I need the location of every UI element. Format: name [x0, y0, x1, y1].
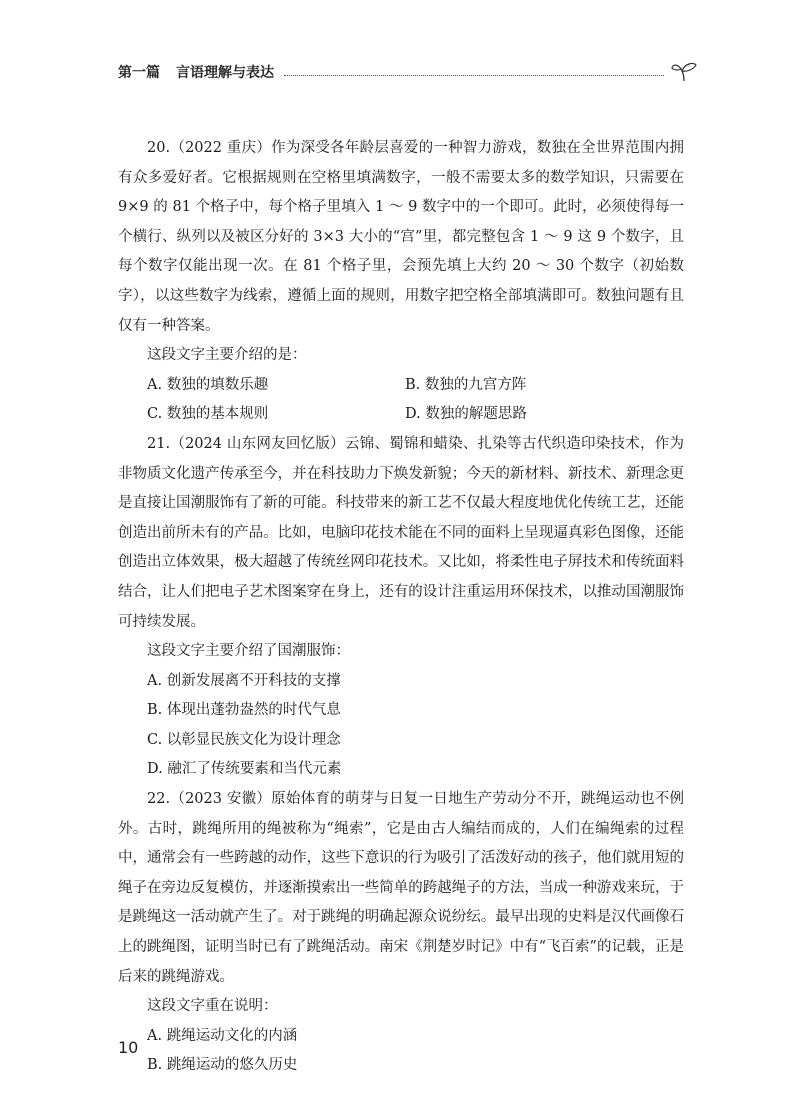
question-21-option-c: C. 以彰显民族文化为设计理念 [147, 731, 341, 748]
question-20-stem: 这段文字主要介绍的是： [147, 347, 307, 364]
header-rule [284, 74, 664, 76]
question-22-option-a: A. 跳绳运动文化的内涵 [147, 1027, 298, 1044]
sprout-icon [670, 60, 698, 82]
question-20-option-b: B. 数独的九宫方阵 [405, 376, 527, 393]
question-22-option-b: B. 跳绳运动的悠久历史 [147, 1057, 298, 1074]
question-20-options-row-1 [118, 371, 684, 401]
header-part: 第一篇 [118, 65, 160, 81]
question-21-option-a: A. 创新发展离不开科技的支撑 [147, 672, 341, 689]
question-22-stem: 这段文字重在说明： [147, 998, 278, 1015]
question-22-text: 22.（2023 安徽）原始体育的萌芽与日复一日地生产劳动分不开，跳绳运动也不例外。古时，跳绳所用的绳被称为“绳索”，它是由古人编结而成的，人们在编绳索的过程中，通常会有一些跨越的动作，这些下意识的行为吸引了活泼好动的孩子，他们就用短的绳子在旁边反复模仿，并逐渐摸索出一些简单的跨越绳子的方法，当成一种游戏来玩，于是跳绳这一活动就产生了。对于跳绳的明确起源众说纷纭。最早出现的史料是汉代画像石上的跳绳图，证明当时已有了跳绳活动。南宋《荆楚岁时记》中有“飞百索”的记载，正是后来的跳绳游戏。 [118, 791, 684, 985]
question-20-option-a: A. 数独的填数乐趣 [147, 376, 269, 393]
question-21-option-b: B. 体现出蓬勃盎然的时代气息 [147, 702, 341, 719]
question-20-option-d: D. 数独的解题思路 [405, 406, 527, 423]
page-content [118, 134, 684, 1081]
question-20-text: 20.（2022 重庆）作为深受各年龄层喜爱的一种智力游戏，数独在全世界范围内拥有众多爱好者。它根据规则在空格里填满数字，一般不需要太多的数学知识，只需要在 9×9 的 81 个格子中，每个格子里填入 1 ～ 9 数字中的一个即可。此时，必须使得每一个横行、纵列以及被区分好的 3×3 大小的“宫”里，都完整包含 1 ～ 9 这 9 个数字，且每个数字仅能出现一次。在 81 个格子里，会预先填上大约 20 ～ 30 个数字（初始数字），以这些数字为线索，遵循上面的规则，用数字把空格全部填满即可。数独问题有且仅有一种答案。 [118, 140, 684, 334]
question-21-text: 21.（2024 山东网友回忆版）云锦、蜀锦和蜡染、扎染等古代织造印染技术，作为非物质文化遗产传承至今，并在科技助力下焕发新貌；今天的新材料、新技术、新理念更是直接让国潮服饰有了新的可能。科技带来的新工艺不仅最大程度地优化传统工艺，还能创造出前所未有的产品。比如，电脑印花技术能在不同的面料上呈现逼真彩色图像，还能创造出立体效果，极大超越了传统丝网印花技术。又比如，将柔性电子屏技术和传统面料结合，让人们把电子艺术图案穿在身上，还有的设计注重运用环保技术，以推动国潮服饰可持续发展。 [118, 435, 684, 630]
page-number: 10 [118, 1038, 139, 1057]
question-21-stem: 这段文字主要介绍了国潮服饰： [147, 643, 350, 660]
question-20-options-row-2 [118, 400, 684, 430]
question-21-option-d: D. 融汇了传统要素和当代元素 [147, 761, 342, 778]
header-title: 言语理解与表达 [176, 65, 274, 81]
running-header [118, 58, 698, 82]
question-20-option-c: C. 数独的基本规则 [147, 406, 269, 423]
